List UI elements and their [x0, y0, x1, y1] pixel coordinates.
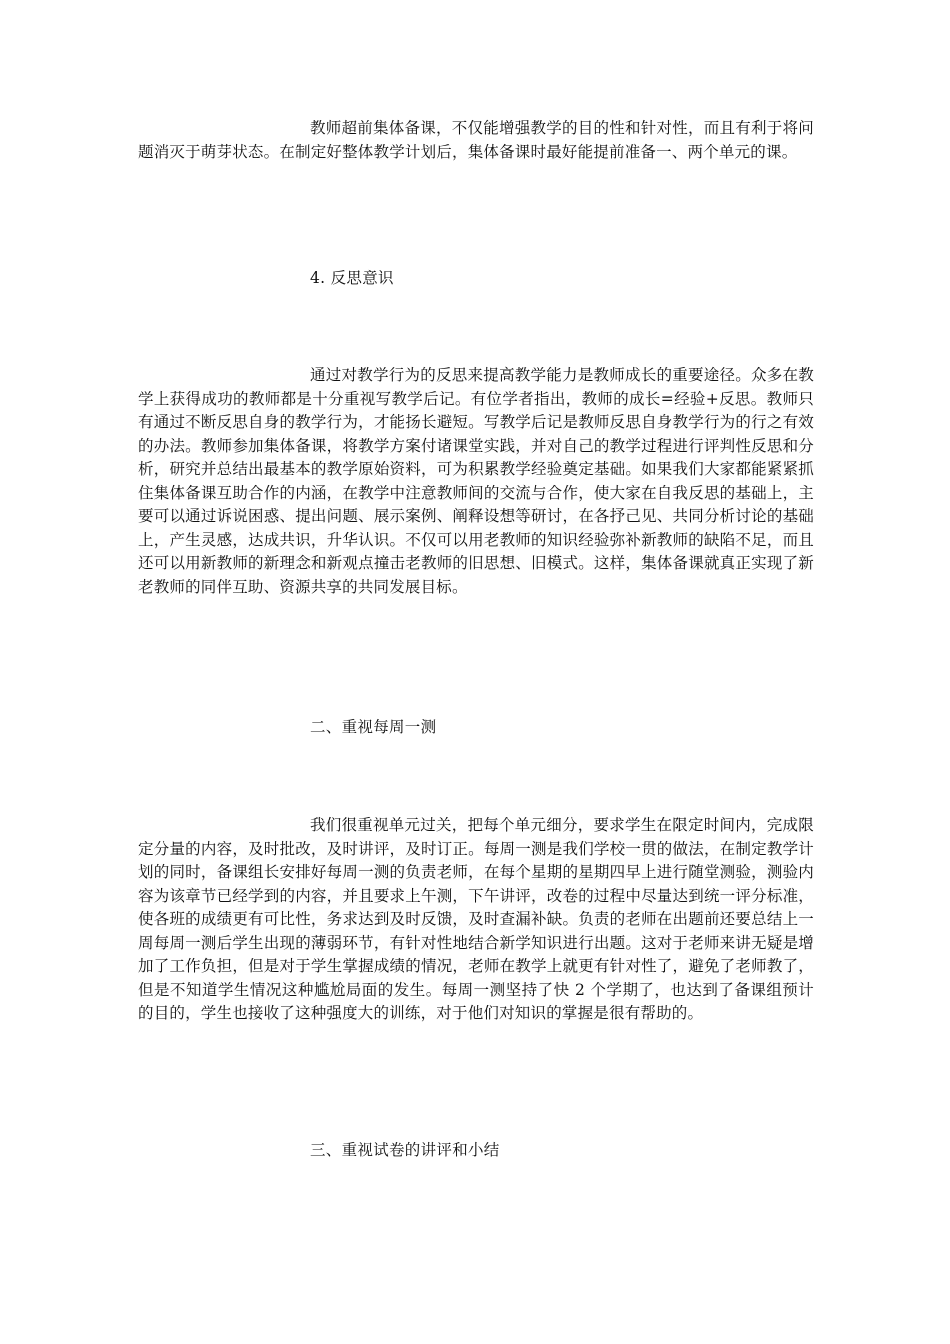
paragraph-advance-lesson-prep: 教师超前集体备课，不仅能增强教学的目的性和针对性，而且有利于将问题消灭于萌芽状态。在制定好整体教学计划后，集体备课时最好能提前准备一、两个单元的课。 — [138, 119, 814, 161]
section-heading-exam-review: 三、重视试卷的讲评和小结 — [310, 1141, 500, 1159]
paragraph-weekly-test: 我们很重视单元过关，把每个单元细分，要求学生在限定时间内，完成限定分量的内容，及时批改，及时讲评，及时订正。每周一测是我们学校一贯的做法，在制定教学计划的同时，备课组长安排好每周一测的负责老师，在每个星期的星期四早上进行随堂测验，测验内容为该章节已经学到的内容，并且要求上午测，下午讲评，改卷的过程中尽量达到统一评分标准，使各班的成绩更有可比性，务求达到及时反馈，及时查漏补缺。负责的老师在出题前还要总结上一周每周一测后学生出现的薄弱环节，有针对性地结合新学知识进行出题。这对于老师来讲无疑是增加了工作负担，但是对于学生掌握成绩的情况，老师在教学上就更有针对性了，避免了老师教了，但是不知道学生情况这种尴尬局面的发生。每周一测坚持了快 2 个学期了，也达到了备课组预计的目的，学生也接收了这种强度大的训练，对于他们对知识的掌握是很有帮助的。 — [138, 816, 814, 1022]
section-heading-weekly-test: 二、重视每周一测 — [310, 718, 437, 736]
section-heading-reflection: 4. 反思意识 — [310, 269, 394, 287]
paragraph-reflection: 通过对教学行为的反思来提高教学能力是教师成长的重要途径。众多在教学上获得成功的教师都是十分重视写教学后记。有位学者指出，教师的成长=经验+反思。教师只有通过不断反思自身的教学行为，才能扬长避短。写教学后记是教师反思自身教学行为的行之有效的办法。教师参加集体备课，将教学方案付诸课堂实践，并对自己的教学过程进行评判性反思和分析，研究并总结出最基本的教学原始资料，可为积累教学经验奠定基础。如果我们大家都能紧紧抓住集体备课互助合作的内涵，在教学中注意教师间的交流与合作，使大家在自我反思的基础上，主要可以通过诉说困惑、提出问题、展示案例、阐释设想等研讨，在各抒己见、共同分析讨论的基础上，产生灵感，达成共识，升华认识。不仅可以用老教师的知识经验弥补新教师的缺陷不足，而且还可以用新教师的新理念和新观点撞击老教师的旧思想、旧模式。这样，集体备课就真正实现了新老教师的同伴互助、资源共享的共同发展目标。 — [138, 366, 814, 596]
